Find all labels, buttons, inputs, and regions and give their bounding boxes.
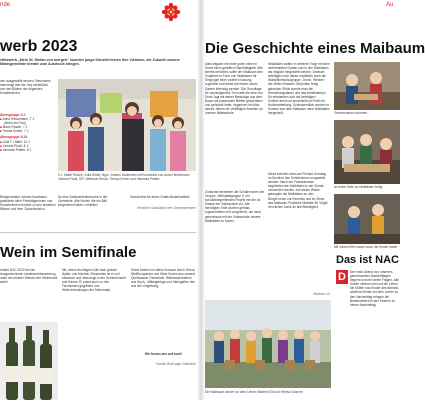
- award-photo-caption: V.l.: Marie Rosich, Julia Hütter, Bgm. Johann Kaufmann mit Kunstwerk von Anna Hirschmann, Victoria Pöckl, GR. Waltraud Resch, Teresa Scherr und Vanessa Pratter.: [58, 173, 191, 181]
- wine-heading: Wein im Semifinale: [0, 244, 137, 261]
- winners-list: [0, 113, 56, 152]
- contest-signature: Herzliche Gratulation den Gewinnerinnen!: [136, 206, 196, 210]
- workshop-photo-1: [334, 62, 400, 110]
- teaser-heading: Das ist NAC: [336, 254, 399, 266]
- winner-name: ■ Teresa Scherr, 7 J.: [0, 129, 56, 133]
- workshop-caption-3: Mit vollem Eifer waren auch die Kinder dabei: [334, 245, 398, 249]
- maibaum-heading: Die Geschichte eines Maibaum: [205, 40, 425, 57]
- section-divider: [0, 232, 196, 233]
- wine-body-3: Seine beiden vor allem Schaum durch Terroir, Weißburgunder und Wein-Sorten aus unserer Quellwasser Gemeinde. Weinbaubetrieben aus Hoch-, Mittelgebirge und Steingärten hier aus der Umgebung.: [131, 268, 196, 289]
- winner-name: ■ Vanessa Pratter, 8 J.: [0, 148, 56, 152]
- winner-name: ■ Marie Rosich, 7 J.: [0, 125, 56, 129]
- winner-note: (Nicht am Foto): [4, 121, 26, 126]
- maibaum-col-2: Nistkästen sollten in weiterer Folge mit dem verheirateten Garten und in den Nistkästen als möglich hergestellt werden. Deshalb beteiligten sich daran zusätzlich auch die Wahlpflichtschulgruppe „Techn. Werken“ der dritten Klassen. Mit jedem fertig gebauten Stück konnte man die Herstellungsdauer und das Arbeitstempo. So entstanden sich die beteiligten Schüler:innen so anschließend Profis für Holzbearbeitung. Schlussendlich wurden in Summe aus dem Maibaum neue Nistkästen hergestellt.: [268, 62, 330, 116]
- contest-body-b: Bürgermeister Johann Kaufmann gratulierte allen Preisträgerinnen und Künstlerinnen herzlich zu den kreativen Bildern und ihrer Zukunftsvision.: [0, 195, 56, 212]
- page-gutter: [197, 0, 205, 400]
- maibaum-col-1b: Zunächst bereiteten die Schüler:innen der Gruppe „Werkstattgruppe 4“ ein schuldibergreifendes Projekt mit der 4a Klasse der Volksschule vor. Alle benötigten Teile wurden gefräst, zugeschnitten und vorgebohrt, um dann gemeinsam mit der Volksschule unsere Nistkästen zu bauen.: [205, 190, 265, 223]
- winner-name: ■ Victoria Pöckl, 8 J.: [0, 144, 56, 148]
- nistkasten-photo-caption: Der Maibaum wurde vor dem Lehrer Manfred Gil und Herma Grünner: [205, 390, 303, 394]
- age-group-label: Altersgruppe 8-10:: [0, 135, 29, 140]
- header-left-word: nde: [0, 2, 11, 8]
- wine-signature: Familie Wolf sage Vollbracht: [155, 362, 196, 366]
- workshop-photo-2: [334, 120, 400, 184]
- winner-name: ■ Julia T. Hütter, 10 J.: [0, 140, 56, 144]
- contest-body-d: Gutscheine für einen Grafik-Bedarfsartikel.: [130, 195, 191, 199]
- wine-bottles-photo: [0, 322, 58, 400]
- award-group-photo: [58, 79, 196, 171]
- maibaum-signature: Machart LG: [313, 292, 330, 296]
- maibaum-col-1: Alles begann mit einer guten Idee im Sinne eines geteilten Nachhaltigkeit: Wie bereits berichtet, sollte der Maibaum des Vorjahres in Form von Nistkästen für Singvögel einer zweiten Nutzung zugeführt und damit auf einem neuen Dasein lebendig werden. Die Grundlage für nachfolgendes Tun hatte die Idee von Ernst Jagl mit seiner Bandsäge aus dem Baum die passenden Bretter geschnitten und gehobelt hatte, begannen im März dieses Jahres die vielfältigen Arbeiten an unserer Mittelschule.: [205, 62, 263, 116]
- teaser-body: Der erste Abend von unserem gemeinsamen Nachmittagen beginnt und mit vielen Fragen. Alle Kinder nehmen teil und die Lehrer die Mütter und Kinder des Abends, welches Kinder mit dem Lehrer zu den Nachmittag bringen die Bestandteile bei den Kindern zu einem Nachmittag.: [350, 270, 399, 307]
- workshop-caption-1: Gemeinsames Arbeiten...: [334, 111, 370, 115]
- header-right-word: Au: [386, 2, 394, 8]
- winner-name: ■ Anna Hirschmann, 7 J.: [0, 117, 56, 121]
- municipal-emblem-icon: [159, 2, 183, 22]
- contest-body-a: nen ausgewählt wurden. Besonders überzeugt war die Jury schließlich von den Bildern der folgenden Künstlerinnen:: [0, 79, 51, 96]
- workshop-caption-2: Ist letzte Seite an Nistkästen fertig: [334, 185, 383, 189]
- contest-heading: werb 2023: [0, 38, 78, 55]
- teaser-dropcap: D: [336, 270, 348, 284]
- contest-intro: ettbewerb „Mein St. Stefan von morgen“ konnten junge Künstler:innen ihre Visionen, die Zukunft unserer Marktgemeinde kreativ zum Ausdruck bringen.: [0, 58, 180, 67]
- nistkasten-group-photo: [205, 300, 331, 388]
- age-group-label: Altersgruppe 5-7:: [0, 113, 27, 117]
- contest-body-c: für eine Geldsachenbesuche in der Gemeinde. Alle Kinder, die ein Bild eingereicht haben, erhielten: [58, 195, 108, 208]
- wine-body-2: Mit, einem fruchtigen Duft nach grünen Äpfeln und frischen Zitrusnoten ist er voll kalssisch und überzeugt in der Sommernacht und Kamm. Er passt auch zu den Fischsorten gegrilltem und Weinverkostungen der Steiermark.: [62, 268, 126, 293]
- wine-signoff: Wir freuen uns auf euch!: [144, 352, 183, 356]
- workshop-photo-3: [334, 194, 400, 244]
- maibaum-col-2b: Diese konnten dann am Floriani-Sonntag im Kirchhof den Schülerinnen vorgestellt werden. Nach der Florianimesse begleiteten die Nistkästen in der Schule verwendet werden. Auf dieser Weise gelangten die Nistkästen zu den Bürger:innen zur Kenntnis und im Sinne des Maibaum-Projektes Nisthilfe für Vögel. Herzlichen Dank an alle Beteiligten!: [268, 172, 329, 209]
- wine-body-1: rmarkt DAC 2022 bei der Ausgezeichnete Landesweinbewertung unter den besten Weinen der Steiermark steht!: [0, 268, 58, 285]
